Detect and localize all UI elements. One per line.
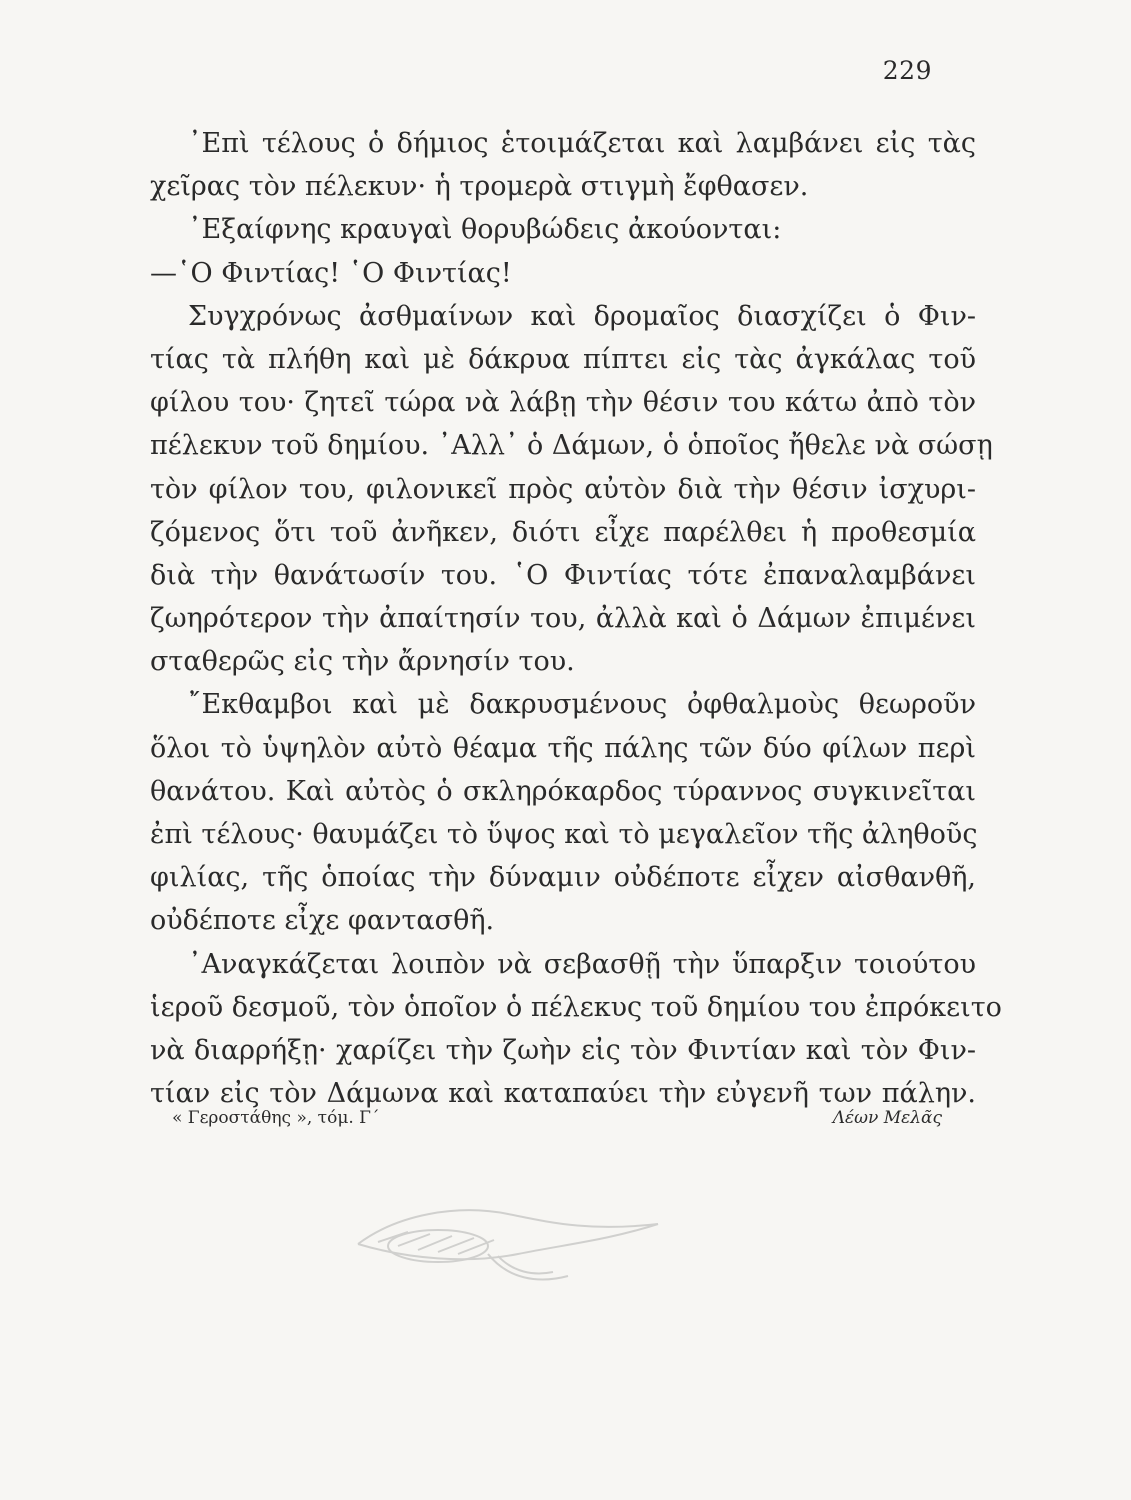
text-line: διὰ τὴν θανάτωσίν του. ῾Ο Φιντίας τότε ἐπαναλαμβάνει	[150, 559, 976, 591]
author-name: Λέων Μελᾶς	[832, 1108, 942, 1128]
text-line: ᾿Εξαίφνης κραυγαὶ θορυβώδεις ἀκούονται:	[188, 214, 782, 246]
text-line: τίαν εἰς τὸν Δάμωνα καὶ καταπαύει τὴν εὐγενῆ των πάλην.	[150, 1078, 976, 1110]
text-line: ζόμενος ὅτι τοῦ ἀνῆκεν, διότι εἶχε παρέλθει ἡ προθεσμία	[150, 516, 976, 548]
text-line: —῾Ο Φιντίας! ῾Ο Φιντίας!	[150, 257, 512, 289]
text-line: ζωηρότερον τὴν ἀπαίτησίν του, ἀλλὰ καὶ ὁ Δάμων ἐπιμένει	[150, 603, 976, 635]
text-line: ἐπὶ τέλους· θαυμάζει τὸ ὕψος καὶ τὸ μεγαλεῖον τῆς ἀληθοῦς	[150, 819, 978, 850]
text-line: ὅλοι τὸ ὑψηλὸν αὐτὸ θέαμα τῆς πάλης τῶν δύο φίλων περὶ	[150, 732, 976, 764]
text-line: Συγχρόνως ἀσθμαίνων καὶ δρομαῖος διασχίζει ὁ Φιν-	[188, 300, 976, 332]
body-text	[150, 122, 1002, 1115]
text-line: ᾿Αναγκάζεται λοιπὸν νὰ σεβασθῇ τὴν ὕπαρξιν τοιούτου	[188, 948, 976, 980]
text-line: χεῖρας τὸν πέλεκυν· ἡ τρομερὰ στιγμὴ ἔφθασεν.	[150, 171, 809, 203]
text-line: τὸν φίλον του, φιλονικεῖ πρὸς αὐτὸν διὰ τὴν θέσιν ἰσχυρι-	[150, 473, 976, 505]
text-line: σταθερῶς εἰς τὴν ἄρνησίν του.	[150, 646, 575, 678]
text-line: θανάτου. Καὶ αὐτὸς ὁ σκληρόκαρδος τύραννος συγκινεῖται	[150, 775, 976, 807]
text-line: πέλεκυν τοῦ δημίου. ᾿Αλλ᾿ ὁ Δάμων, ὁ ὁποῖος ἤθελε νὰ σώσῃ	[150, 430, 993, 462]
text-line: φίλου του· ζητεῖ τώρα νὰ λάβῃ τὴν θέσιν του κάτω ἀπὸ τὸν	[150, 387, 976, 419]
text-line: ἱεροῦ δεσμοῦ, τὸν ὁποῖον ὁ πέλεκυς τοῦ δημίου του ἐπρόκειτο	[150, 991, 1002, 1023]
text-line: φιλίας, τῆς ὁποίας τὴν δύναμιν οὐδέποτε εἶχεν αἰσθανθῆ,	[150, 862, 976, 894]
text-line: ῎Εκθαμβοι καὶ μὲ δακρυσμένους ὀφθαλμοὺς θεωροῦν	[188, 689, 976, 721]
quill-pen-ornament-icon	[338, 1184, 678, 1294]
source-citation: « Γεροστάθης », τόμ. Γ΄	[172, 1108, 380, 1128]
text-line: νὰ διαρρήξῃ· χαρίζει τὴν ζωὴν εἰς τὸν Φιντίαν καὶ τὸν Φιν-	[150, 1034, 976, 1066]
text-line: τίας τὰ πλήθη καὶ μὲ δάκρυα πίπτει εἰς τὰς ἀγκάλας τοῦ	[150, 343, 976, 375]
text-line: ᾿Επὶ τέλους ὁ δήμιος ἑτοιμάζεται καὶ λαμβάνει εἰς τὰς	[188, 128, 976, 159]
page-number: 229	[882, 56, 932, 85]
text-line: οὐδέποτε εἶχε φαντασθῆ.	[150, 905, 495, 937]
